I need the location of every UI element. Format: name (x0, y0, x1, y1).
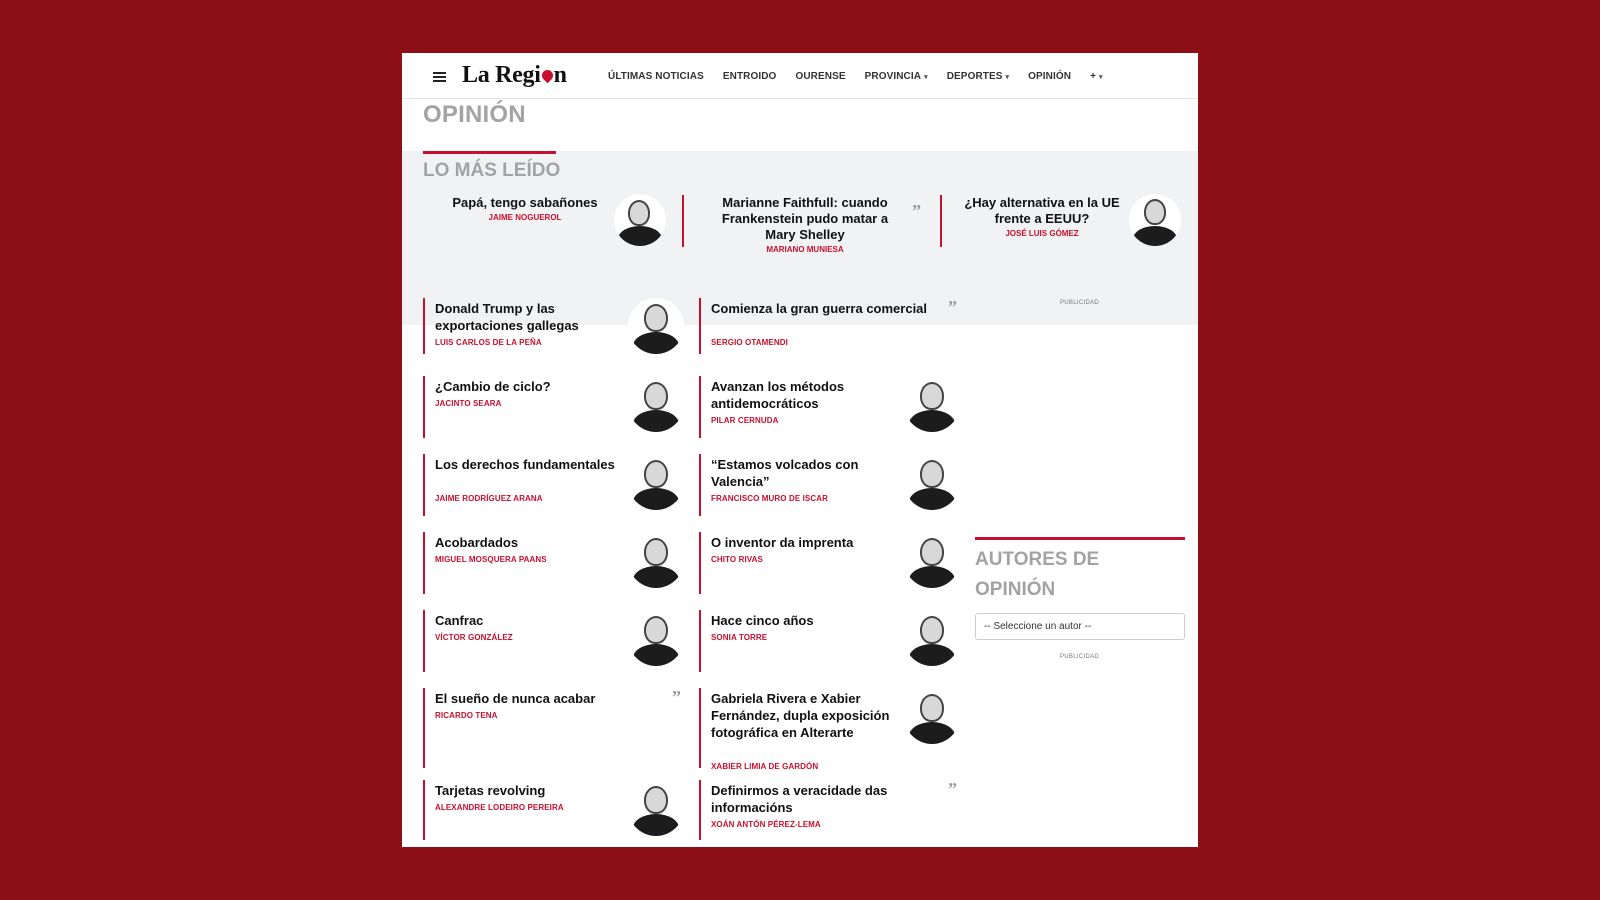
opinion-article[interactable] (423, 532, 685, 594)
most-read-item[interactable] (705, 195, 905, 257)
article-author[interactable]: FRANCISCO MURO DE ISCAR (711, 494, 828, 503)
quote-icon: ” (912, 201, 921, 221)
article-headline[interactable]: Gabriela Rivera e Xabier Fernández, dupla exposición fotográfica en Alterarte (711, 691, 890, 740)
opinion-page (402, 53, 1198, 847)
article-author[interactable]: JACINTO SEARA (435, 399, 502, 408)
opinion-article[interactable] (699, 298, 961, 354)
article-headline[interactable]: Hace cinco años (711, 613, 814, 628)
article-accent-bar (423, 688, 425, 768)
author-photo[interactable] (628, 610, 684, 666)
article-accent-bar (423, 532, 425, 594)
article-accent-bar (699, 454, 701, 516)
author-photo[interactable] (904, 454, 960, 510)
nav-item[interactable]: PROVINCIA ▾ (864, 71, 928, 82)
nav-item[interactable]: OPINIÓN (1028, 71, 1072, 82)
opinion-article[interactable] (423, 454, 685, 516)
most-read-headline[interactable]: Papá, tengo sabañones (452, 195, 598, 210)
article-headline[interactable]: Acobardados (435, 535, 519, 550)
article-author[interactable]: JAIME RODRÍGUEZ ARANA (435, 494, 543, 503)
article-headline[interactable]: Avanzan los métodos antidemocráticos (711, 379, 845, 411)
logo-drop-icon (539, 68, 555, 84)
article-accent-bar (423, 610, 425, 672)
author-photo[interactable] (628, 780, 684, 836)
chevron-down-icon: ▾ (1005, 74, 1010, 81)
quote-icon: ” (948, 297, 957, 317)
most-read-item[interactable] (440, 195, 610, 257)
most-read-title: LO MÁS LEÍDO (423, 160, 561, 181)
advertising-label: PUBLICIDAD (1060, 300, 1100, 306)
author-photo[interactable] (628, 298, 684, 354)
nav-item[interactable]: ENTROIDO (722, 71, 777, 82)
section-accent-line (423, 151, 556, 154)
article-headline[interactable]: Definirmos a veracidade das informacións (711, 783, 888, 815)
opinion-article[interactable] (699, 688, 961, 771)
article-accent-bar (699, 780, 701, 840)
most-read-headline[interactable]: ¿Hay alternativa en la UE frente a EEUU? (964, 195, 1120, 226)
article-author[interactable]: SERGIO OTAMENDI (711, 338, 788, 347)
item-separator (682, 195, 684, 247)
article-author[interactable]: VÍCTOR GONZÁLEZ (435, 633, 513, 642)
opinion-article[interactable] (423, 688, 685, 768)
author-select[interactable]: -- Seleccione un autor -- (975, 613, 1185, 640)
opinion-article[interactable] (699, 780, 961, 840)
article-accent-bar (699, 298, 701, 354)
opinion-article[interactable] (423, 780, 685, 840)
most-read-author[interactable]: MARIANO MUNIESA (766, 245, 844, 254)
article-headline[interactable]: Donald Trump y las exportaciones gallegas (435, 301, 579, 333)
most-read-author[interactable]: JAIME NOGUEROL (488, 213, 562, 222)
advertising-label: PUBLICIDAD (1060, 654, 1100, 660)
nav-item[interactable]: ÚLTIMAS NOTICIAS (608, 71, 704, 82)
nav-item[interactable]: OURENSE (795, 71, 846, 82)
author-photo[interactable] (628, 532, 684, 588)
author-photo[interactable] (904, 610, 960, 666)
article-headline[interactable]: Tarjetas revolving (435, 783, 546, 798)
article-headline[interactable]: ¿Cambio de ciclo? (435, 379, 551, 394)
article-author[interactable]: CHITO RIVAS (711, 555, 763, 564)
article-headline[interactable]: “Estamos volcados con Valencia” (711, 457, 859, 489)
article-author[interactable]: RICARDO TENA (435, 711, 498, 720)
article-accent-bar (423, 376, 425, 438)
article-headline[interactable]: El sueño de nunca acabar (435, 691, 596, 706)
article-headline[interactable]: Comienza la gran guerra comercial (711, 301, 928, 316)
menu-icon[interactable] (433, 72, 446, 82)
author-photo[interactable] (628, 376, 684, 432)
article-accent-bar (423, 298, 425, 354)
article-author[interactable]: SONIA TORRE (711, 633, 768, 642)
opinion-article[interactable] (423, 298, 685, 354)
opinion-article[interactable] (699, 532, 961, 594)
quote-icon: ” (948, 779, 957, 799)
article-accent-bar (699, 376, 701, 438)
article-accent-bar (699, 610, 701, 672)
most-read-headline[interactable]: Marianne Faithfull: cuando Frankenstein pudo matar a Mary Shelley (721, 195, 889, 242)
nav-item[interactable]: + ▾ (1090, 71, 1103, 82)
opinion-article[interactable] (699, 610, 961, 672)
article-accent-bar (423, 780, 425, 840)
article-accent-bar (699, 532, 701, 594)
article-accent-bar (423, 454, 425, 516)
nav-item[interactable]: DEPORTES ▾ (946, 71, 1010, 82)
article-headline[interactable]: Los derechos fundamentales (435, 457, 615, 472)
most-read-author[interactable]: JOSÉ LUIS GÓMEZ (1005, 229, 1079, 238)
top-navigation-bar (402, 53, 1198, 99)
article-accent-bar (699, 688, 701, 768)
article-author[interactable]: MIGUEL MOSQUERA PAANS (435, 555, 547, 564)
author-photo[interactable] (904, 532, 960, 588)
most-read-item[interactable] (962, 195, 1122, 257)
chevron-down-icon: ▾ (1099, 74, 1103, 81)
article-headline[interactable]: Canfrac (435, 613, 484, 628)
main-nav (608, 71, 1103, 82)
opinion-article[interactable] (699, 454, 961, 516)
la-region-logo[interactable]: La Regi n (462, 62, 567, 88)
author-photo[interactable] (628, 454, 684, 510)
section-accent-line (975, 537, 1185, 540)
chevron-down-icon: ▾ (924, 74, 928, 81)
author-photo[interactable] (614, 194, 666, 246)
article-author[interactable]: PILAR CERNUDA (711, 416, 779, 425)
page-title: OPINIÓN (423, 101, 526, 128)
opinion-article[interactable] (423, 610, 685, 672)
article-author[interactable]: ALEXANDRE LODEIRO PEREIRA (435, 803, 564, 812)
authors-title: AUTORES DE OPINIÓN (975, 549, 1100, 600)
author-photo[interactable] (904, 688, 960, 744)
opinion-article[interactable] (423, 376, 685, 438)
opinion-article[interactable] (699, 376, 961, 438)
quote-icon: ” (672, 687, 681, 707)
article-author[interactable]: XABIER LIMIA DE GARDÓN (711, 762, 819, 771)
author-photo[interactable] (904, 376, 960, 432)
article-author[interactable]: LUIS CARLOS DE LA PEÑA (435, 338, 542, 347)
article-author[interactable]: XOÁN ANTÓN PÉREZ-LEMA (711, 820, 821, 829)
author-photo[interactable] (1129, 194, 1181, 246)
item-separator (940, 195, 942, 247)
article-headline[interactable]: O inventor da imprenta (711, 535, 854, 550)
